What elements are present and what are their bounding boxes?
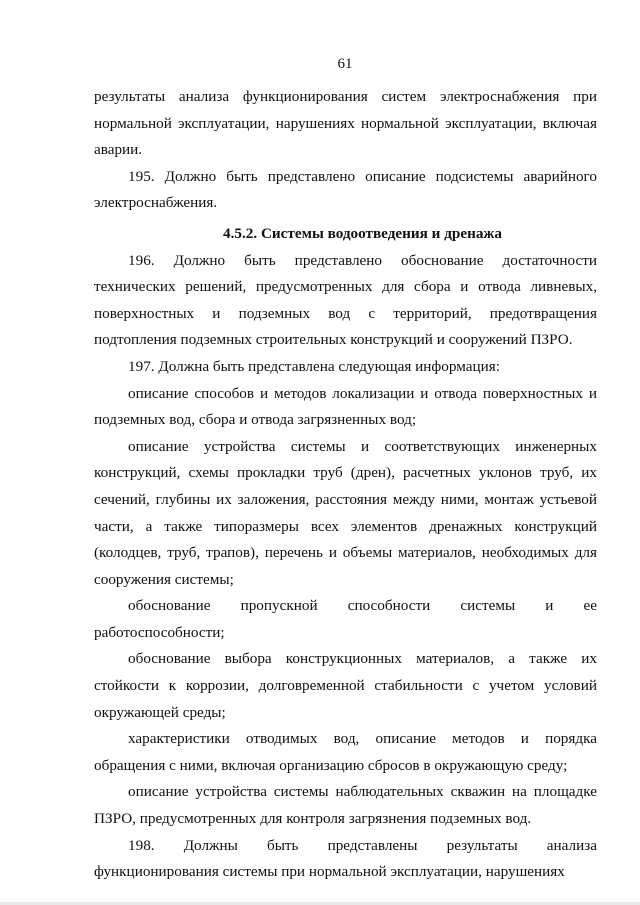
list-item-wastewater: характеристики отводимых вод, описание методов и порядка обращения с ними, включая организацию сбросов в окружающую среду; bbox=[94, 730, 597, 774]
paragraph-196: 196. Должно быть представлено обоснование достаточности технических решений, предусмотренных для сбора и отвода ливневых, поверхностных и подземных вод с территорий, предотвращения подтопления подземных строительных конструкций и сооружений ПЗРО. bbox=[94, 251, 597, 349]
list-item-materials: обоснование выбора конструкционных материалов, а также их стойкости к коррозии, долговременной стабильности с учетом условий окружающей среды; bbox=[94, 650, 597, 721]
section-heading: 4.5.2. Системы водоотведения и дренажа bbox=[222, 224, 503, 242]
page-number: 61 bbox=[337, 56, 353, 72]
paragraph-195: 195. Должно быть представлено описание подсистемы аварийного электроснабжения. bbox=[94, 167, 597, 212]
paragraph-197: 197. Должна быть представлена следующая информация: bbox=[128, 357, 500, 375]
page-body bbox=[94, 84, 597, 886]
list-item-methods: описание способов и методов локализации и отвода поверхностных и подземных вод, сбора и отвода загрязненных вод; bbox=[94, 384, 597, 429]
list-item-capacity: обоснование пропускной способности системы и ее работоспособности; bbox=[94, 597, 597, 641]
paragraph-continuation: результаты анализа функционирования систем электроснабжения при нормальной эксплуатации, нарушениях нормальной эксплуатации, включая аварии. bbox=[94, 88, 597, 159]
list-item-system-design: описание устройства системы и соответствующих инженерных конструкций, схемы прокладки труб (дрен), расчетных уклонов труб, их сечений, глубины их заложения, расстояния между ними, монтаж устьевой части, а также типоразмеры всех элементов дренажных конструкций (колодцев, труб, трапов), перечень и объемы материалов, необходимых для сооружения системы; bbox=[94, 437, 597, 588]
paragraph-198: 198. Должны быть представлены результаты анализа функционирования системы при нормальной эксплуатации, нарушениях bbox=[94, 836, 597, 881]
list-item-wells: описание устройства системы наблюдательных скважин на площадке ПЗРО, предусмотренных для контроля загрязнения подземных вод. bbox=[94, 783, 597, 828]
